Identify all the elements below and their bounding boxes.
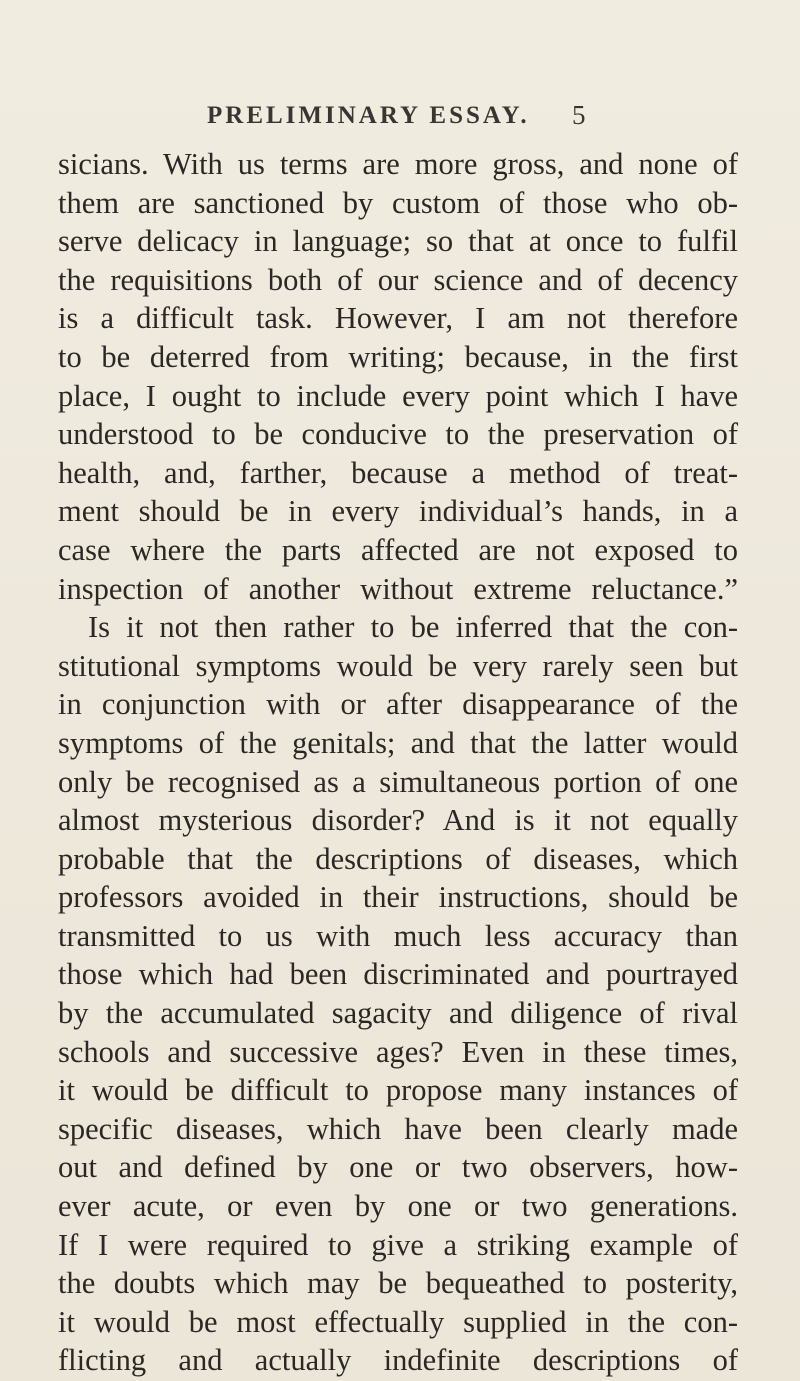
text-line: those which had been discriminated and pourtrayed [58,957,738,992]
page-number: 5 [572,100,586,130]
text-line: the requisitions both of our science and of decency [58,262,738,297]
text-line: transmitted to us with much less accuracy than [58,918,738,953]
text-line: by the accumulated sagacity and diligence of rival [58,996,738,1031]
text-line: it would be difficult to propose many instances of [58,1073,738,1108]
text-line: specific diseases, which have been clearly made [58,1111,738,1146]
text-line: serve delicacy in language; so that at once to fulfil [58,224,738,259]
text-line: ment should be in every individual’s hands, in a [58,494,738,529]
text-line: only be recognised as a simultaneous portion of one [58,764,738,799]
text-line: the doubts which may be bequeathed to posterity, [58,1266,738,1301]
text-line: sicians. With us terms are more gross, and none of [58,147,738,181]
text-line: them are sanctioned by custom of those who ob- [58,185,738,220]
text-line: out and defined by one or two observers, how- [58,1150,738,1185]
running-head [0,102,800,142]
text-line: place, I ought to include every point which I have [58,378,738,413]
text-line: to be deterred from writing; because, in the first [58,339,738,374]
text-line: ever acute, or even by one or two generations. [58,1189,738,1224]
paragraph-start-line: Is it not then rather to be inferred that the con- [88,610,738,645]
text-line: If I were required to give a striking example of [58,1227,738,1262]
text-line: it would be most effectually supplied in the con- [58,1304,738,1339]
text-line: in conjunction with or after disappearance of the [58,687,738,722]
text-line: flicting and actually indefinite descriptions of [58,1343,738,1378]
text-line: schools and successive ages? Even in these times, [58,1034,738,1069]
text-line: symptoms of the genitals; and that the latter would [58,725,738,760]
text-line: stitutional symptoms would be very rarely seen but [58,648,738,683]
text-line: probable that the descriptions of diseases, which [58,841,738,876]
body-text [58,145,738,1380]
text-line: understood to be conducive to the preservation of [58,417,738,452]
text-line: is a difficult task. However, I am not therefore [58,301,738,336]
text-line: health, and, farther, because a method of treat- [58,455,738,490]
text-line: case where the parts affected are not exposed to [58,532,738,567]
running-title: PRELIMINARY ESSAY. [207,102,530,129]
text-line: almost mysterious disorder? And is it not equally [58,803,738,838]
text-line: professors avoided in their instructions, should be [58,880,738,915]
text-line: inspection of another without extreme reluctance.” [58,571,738,606]
